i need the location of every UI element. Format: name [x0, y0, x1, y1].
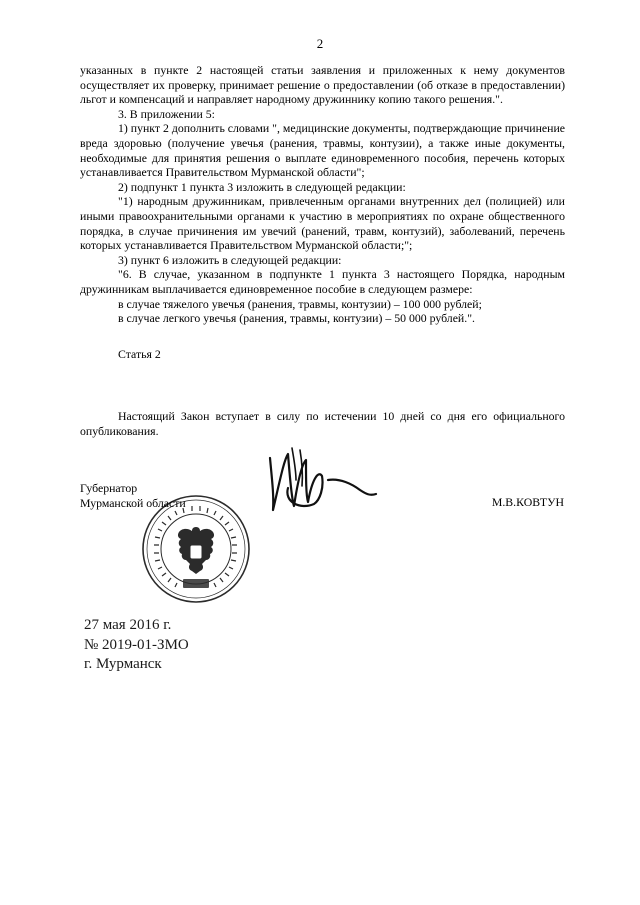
- seal-shield: [190, 545, 202, 559]
- body-paragraph: 2) подпункт 1 пункта 3 изложить в следующей редакции:: [118, 179, 406, 194]
- law-paragraph: Настоящий Закон вступает в силу по истечении 10 дней со дня его официального опубликования.: [80, 409, 565, 438]
- body-paragraph: 1) пункт 2 дополнить словами ", медицинские документы, подтверждающие причинение вреда здоровью (получение увечья (ранения, травмы, контузии), а также иные документы, необходимые для принятия решения о выплате единовременного пособия, перечень которых устанавливается Правительством Мурманской области";: [80, 121, 565, 180]
- body-paragraph: "1) народным дружинникам, привлеченным органами внутренних дел (полицией) или иными правоохранительными органами к участию в мероприятиях по охране общественного порядка, в случае причинения им увечий (ранений, травм, контузий), заболеваний, перечень которых устанавливается Правительством Мурманской области;";: [80, 194, 565, 253]
- stamp-date: 27 мая 2016 г.: [84, 617, 172, 633]
- signer-name: М.В.КОВТУН: [491, 495, 564, 509]
- signer-title: [80, 481, 186, 510]
- body-paragraph: в случае тяжелого увечья (ранения, травмы, контузии) – 100 000 рублей;: [118, 296, 482, 311]
- signer-title-line: Мурманской области: [80, 495, 186, 510]
- handwritten-signature: [240, 440, 400, 520]
- page-number: 2: [316, 36, 324, 51]
- body-paragraph: "6. В случае, указанном в подпункте 1 пункта 3 настоящего Порядка, народным дружинникам выплачивается единовременное пособие в следующем размере:: [80, 267, 565, 296]
- document-body: [80, 63, 565, 361]
- signer-title-line: Губернатор: [80, 481, 138, 495]
- body-paragraph: 3. В приложении 5:: [118, 106, 215, 121]
- law-effective-paragraph: [80, 409, 565, 438]
- registration-stamp: [84, 616, 189, 675]
- body-paragraph: 3) пункт 6 изложить в следующей редакции:: [118, 252, 342, 267]
- stamp-number: № 2019-01-ЗМО: [84, 636, 189, 653]
- article-heading: Статья 2: [118, 346, 161, 361]
- stamp-city: г. Мурманск: [84, 656, 162, 672]
- body-paragraph: указанных в пункте 2 настоящей статьи заявления и приложенных к нему документов осуществляет их проверку, принимает решение о предоставлении (об отказе в предоставлении) льгот и компенсаций и направляет народному дружиннику копию такого решения.".: [80, 63, 565, 107]
- seal-ribbon: [183, 579, 209, 588]
- body-paragraph: в случае легкого увечья (ранения, травмы, контузии) – 50 000 рублей.".: [118, 311, 475, 326]
